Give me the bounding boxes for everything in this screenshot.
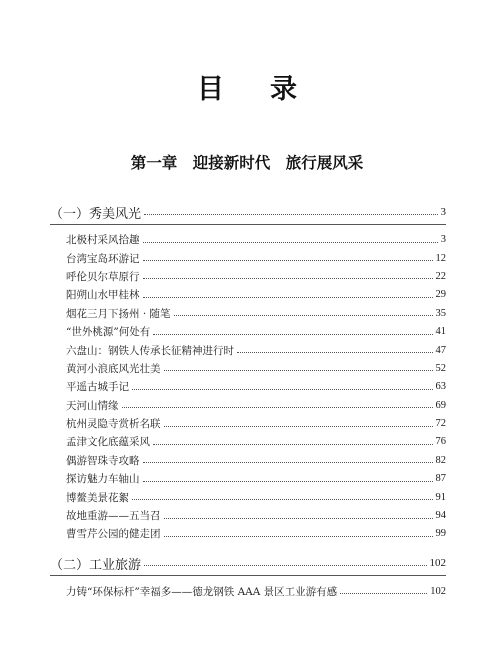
- entry-title: 探访魅力车轴山: [66, 473, 140, 486]
- section-divider: [50, 224, 446, 225]
- dot-leader: [143, 259, 433, 261]
- entry-page-number: 63: [435, 381, 446, 393]
- toc-entry[interactable]: [66, 525, 446, 543]
- dot-leader: [340, 592, 427, 594]
- toc-entry[interactable]: [66, 268, 446, 286]
- dot-leader: [144, 213, 437, 215]
- section-header-industrial[interactable]: [50, 553, 446, 573]
- entry-title: 六盘山：钢铁人传承长征精神进行时: [66, 344, 234, 357]
- entry-title: 呼伦贝尔草原行: [66, 270, 140, 283]
- page-title-char-2: 录: [270, 73, 297, 105]
- entry-title: 北极村采风拾趣: [66, 234, 140, 247]
- entry-title: 台湾宝岛环游记: [66, 252, 140, 265]
- entry-title: 阳朔山水甲桂林: [66, 289, 140, 302]
- toc-entry[interactable]: [66, 488, 446, 506]
- toc-entry[interactable]: [66, 341, 446, 359]
- entry-page-number: 22: [435, 270, 446, 282]
- toc-entry[interactable]: [66, 397, 446, 415]
- entry-page-number: 99: [435, 528, 446, 540]
- toc-entry[interactable]: [66, 470, 446, 488]
- dot-leader: [144, 564, 426, 566]
- entry-page-number: 47: [435, 344, 446, 356]
- toc-entry[interactable]: [66, 433, 446, 451]
- toc-entry[interactable]: [66, 415, 446, 433]
- section-divider: [50, 575, 446, 576]
- entry-page-number: 76: [435, 436, 446, 448]
- section-header-scenery[interactable]: [50, 202, 446, 222]
- dot-leader: [153, 443, 433, 445]
- dot-leader: [132, 498, 433, 500]
- dot-leader: [132, 388, 433, 390]
- entry-title: 曹雪芹公园的健走团: [66, 528, 161, 541]
- dot-leader: [143, 277, 433, 279]
- entry-title: 力铸“环保标杆”幸福多——德龙钢铁 AAA 景区工业游有感: [66, 585, 338, 598]
- entry-page-number: 91: [435, 491, 446, 503]
- entry-title: 孟津文化底蕴采风: [66, 436, 150, 449]
- dot-leader: [164, 535, 433, 537]
- toc-entry[interactable]: [66, 360, 446, 378]
- dot-leader: [143, 296, 433, 298]
- dot-leader: [237, 351, 433, 353]
- entry-title: 博鳌美景花絮: [66, 491, 129, 504]
- dot-leader: [143, 461, 433, 463]
- dot-leader: [143, 480, 433, 482]
- dot-leader: [164, 425, 433, 427]
- dot-leader: [143, 241, 438, 243]
- toc-entry[interactable]: [66, 452, 446, 470]
- toc-entry[interactable]: [66, 286, 446, 304]
- entry-page-number: 52: [435, 362, 446, 374]
- toc-entry[interactable]: [66, 323, 446, 341]
- toc-entry[interactable]: [66, 249, 446, 267]
- entry-page-number: 3: [440, 234, 446, 246]
- entry-page-number: 87: [435, 473, 446, 485]
- section-title: （二）工业旅游: [50, 557, 142, 573]
- section-page-number: 102: [429, 557, 446, 569]
- entry-title: 故地重游——五当召: [66, 510, 161, 523]
- section-title: （一）秀美风光: [50, 206, 142, 222]
- entry-page-number: 69: [435, 399, 446, 411]
- entry-page-number: 12: [435, 252, 446, 264]
- entry-page-number: 29: [435, 289, 446, 301]
- entry-title: 黄河小浪底风光壮美: [66, 362, 161, 375]
- entry-page-number: 72: [435, 418, 446, 430]
- entry-page-number: 82: [435, 454, 446, 466]
- chapter-title: 第一章 迎接新时代 旅行展风采: [130, 154, 364, 172]
- entry-page-number: 102: [430, 585, 446, 597]
- entry-title: 烟花三月下扬州 · 随笔: [66, 307, 171, 320]
- dot-leader: [153, 333, 432, 335]
- entry-title: 平遥古城手记: [66, 381, 129, 394]
- entry-title: 天河山情缘: [66, 399, 119, 412]
- section-page-number: 3: [440, 206, 446, 218]
- entry-page-number: 41: [435, 326, 446, 338]
- page-title: [0, 68, 494, 104]
- dot-leader: [174, 314, 433, 316]
- toc-entry[interactable]: [66, 305, 446, 323]
- toc-entry[interactable]: [66, 507, 446, 525]
- entry-title: 杭州灵隐寺赏析名联: [66, 418, 161, 431]
- toc-list: [66, 231, 446, 544]
- dot-leader: [164, 517, 433, 519]
- page-title-char-1: 目: [197, 73, 224, 105]
- toc-entry[interactable]: [66, 231, 446, 249]
- toc-entry[interactable]: [66, 378, 446, 396]
- dot-leader: [122, 406, 433, 408]
- entry-page-number: 94: [435, 510, 446, 522]
- dot-leader: [164, 369, 433, 371]
- entry-title: “世外桃源”何处有: [66, 326, 151, 339]
- toc-entry[interactable]: [66, 582, 446, 600]
- entry-title: 偶游智珠寺攻略: [66, 454, 140, 467]
- entry-page-number: 35: [435, 307, 446, 319]
